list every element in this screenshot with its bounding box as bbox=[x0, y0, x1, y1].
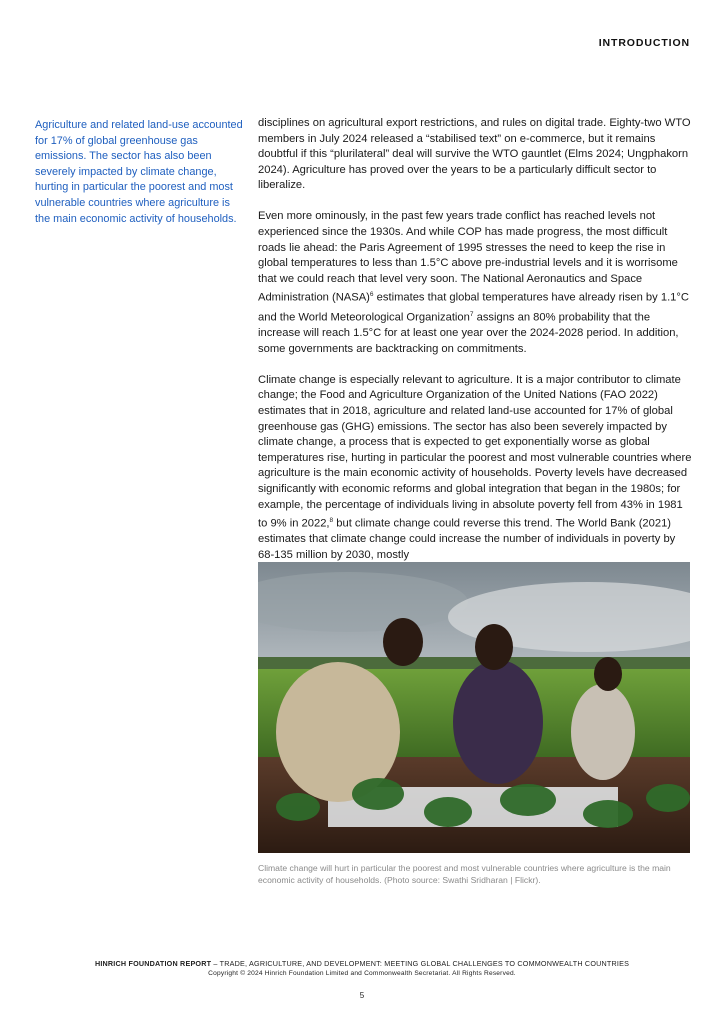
pull-quote: Agriculture and related land-use accounted for 17% of global greenhouse gas emissions. The sector has also been severely impacted by climate change, hurting in particular the poorest and most vulnerable countries where agriculture is the main economic activity of households. bbox=[35, 119, 243, 225]
main-text bbox=[258, 116, 694, 579]
page-number: 5 bbox=[359, 991, 365, 1000]
paragraph-3-part-a: Climate change is especially relevant to agriculture. It is a major contributor to climate change; the Food and Agriculture Organization of the United Nations (FAO 2022) estimates that in 2018, agriculture and related land-use accounted for 17% of global greenhouse gas (GHG) emissions. The sector has also been severely impacted by climate change, a process that is expected to get exponentially worse as global temperatures rise, hurting in particular the poorest and most vulnerable countries where agriculture is the main economic activity of households. Poverty levels have decreased significantly with economic reforms and global integration that began in the 1980s; for example, the percentage of individuals living in absolute poverty fell from 43% in 1981 to 9% in 2022, bbox=[258, 373, 692, 530]
footnote-ref-8[interactable]: 8 bbox=[329, 517, 334, 525]
footer-report-subtitle: – TRADE, AGRICULTURE, AND DEVELOPMENT: MEETING GLOBAL CHALLENGES TO COMMONWEALTH COUNTRIES bbox=[211, 959, 630, 968]
section-label: INTRODUCTION bbox=[598, 37, 690, 49]
paragraph-2 bbox=[258, 209, 694, 357]
footer-report-title bbox=[0, 959, 724, 968]
footer-report-name: HINRICH FOUNDATION REPORT bbox=[94, 959, 212, 968]
paragraph-2-part-a: Even more ominously, in the past few years trade conflict has reached levels not experienced since the 1930s. And while COP has made progress, the most difficult roads lie ahead: the Paris Agreement of 1995 stresses the need to keep the rise in global temperatures to less than 1.5°C above pre-industrial levels and it is worrisome that we could reach that level very soon. The National Aeronautics and Space Administration (NASA) bbox=[258, 210, 678, 305]
footnote-ref-7[interactable]: 7 bbox=[469, 310, 474, 318]
paragraph-3 bbox=[258, 373, 694, 564]
paragraph-2-part-c: assigns an 80% probability that the increase will reach 1.5°C for at least one year over the 2024-2028 period. In addition, some governments are backtracking on commitments. bbox=[258, 311, 679, 355]
paragraph-2-part-b: estimates that global temperatures have already risen by 1.1°C and the World Meteorological Organization bbox=[258, 292, 689, 324]
footnote-ref-6[interactable]: 6 bbox=[369, 291, 374, 299]
footer-copyright: Copyright © 2024 Hinrich Foundation Limited and Commonwealth Secretariat. All Rights Reserved. bbox=[208, 970, 516, 977]
farmers-photo bbox=[258, 562, 690, 853]
paragraph-1: disciplines on agricultural export restrictions, and rules on digital trade. Eighty-two WTO members in July 2024 released a “stabilised text” on e-commerce, but it remains doubtful if this “plurilateral” deal will survive the WTO gauntlet (Elms 2024; Ungphakorn 2024). Agriculture has proved over the years to be a particularly difficult sector to liberalize. bbox=[258, 117, 691, 192]
photo-caption: Climate change will hurt in particular the poorest and most vulnerable countries where agriculture is the main economic activity of households. (Photo source: Swathi Sridharan | Flickr). bbox=[258, 863, 671, 885]
paragraph-3-part-b: but climate change could reverse this trend. The World Bank (2021) estimates that climate change could increase the number of individuals in poverty by 68-135 million by 2030, mostly bbox=[258, 517, 676, 562]
